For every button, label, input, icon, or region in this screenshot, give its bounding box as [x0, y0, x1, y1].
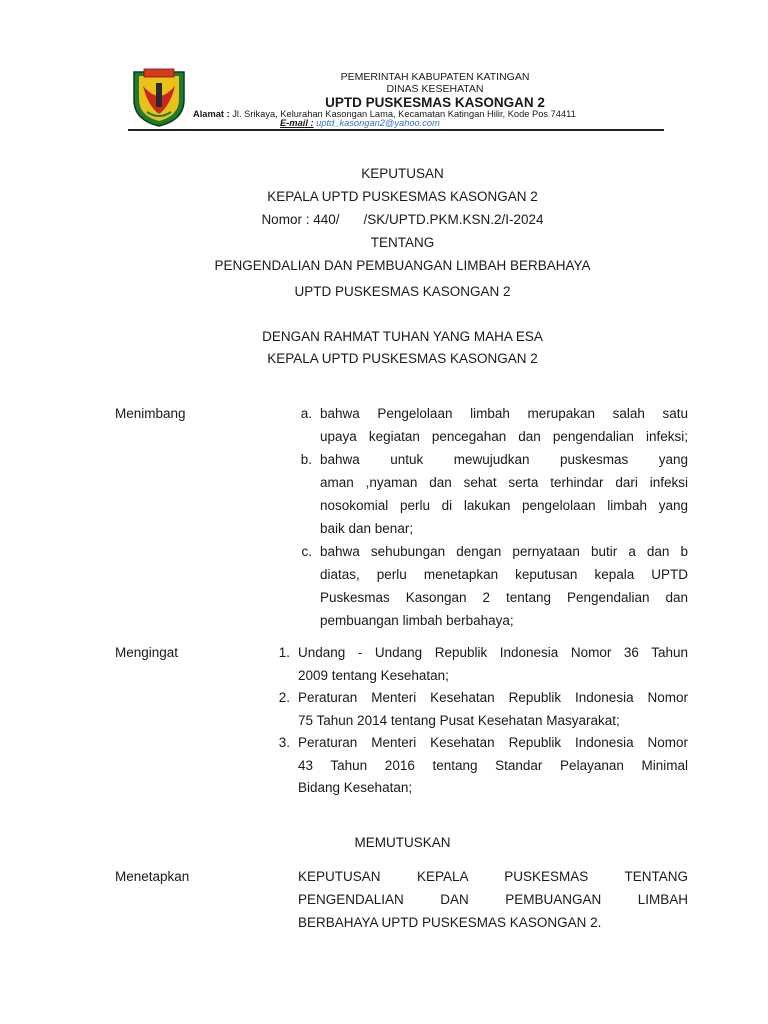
- list-item-line: Undang - Undang Republik Indonesia Nomor 36 Tahun: [298, 645, 688, 660]
- doc-subject-1: PENGENDALIAN DAN PEMBUANGAN LIMBAH BERBAHAYA: [214, 258, 591, 273]
- list-item-line: bahwa Pengelolaan limbah merupakan salah satu: [320, 406, 688, 421]
- blessing-1: DENGAN RAHMAT TUHAN YANG MAHA ESA: [262, 329, 543, 344]
- address-label: Alamat :: [193, 109, 230, 119]
- doc-number-suffix: /SK/UPTD.PKM.KSN.2/I-2024: [363, 212, 544, 227]
- katingan-crest-logo: [130, 66, 188, 128]
- list-marker: a.: [300, 406, 312, 421]
- list-item-line: Peraturan Menteri Kesehatan Republik Indonesia Nomor: [298, 735, 688, 750]
- institution-name: UPTD PUSKESMAS KASONGAN 2: [325, 95, 545, 110]
- list-item-line: 2009 tentang Kesehatan;: [298, 668, 449, 683]
- department-name: DINAS KESEHATAN: [386, 83, 484, 95]
- list-item-line: bahwa untuk mewujudkan puskesmas yang: [320, 452, 688, 467]
- crest-icon: [130, 66, 188, 128]
- list-marker: 3.: [278, 735, 290, 750]
- email-label: E-mail :: [280, 118, 314, 128]
- doc-number-prefix: Nomor : 440/: [261, 212, 340, 227]
- menetapkan-line: KEPUTUSAN KEPALA PUSKESMAS TENTANG: [298, 869, 688, 884]
- list-item-line: Peraturan Menteri Kesehatan Republik Indonesia Nomor: [298, 690, 688, 705]
- email-link[interactable]: uptd_kasongan2@yahoo.com: [313, 118, 440, 128]
- list-item-line: 43 Tahun 2016 tentang Standar Pelayanan Minimal: [298, 758, 688, 773]
- doc-number: [0, 213, 768, 227]
- list-item-line: upaya kegiatan pencegahan dan pengendalian infeksi;: [320, 429, 688, 444]
- letterhead-divider: [128, 129, 664, 131]
- list-item-line: nosokomial perlu di lakukan pengelolaan limbah yang: [320, 498, 688, 513]
- list-item-line: pembuangan limbah berbahaya;: [320, 613, 514, 628]
- list-item-line: Bidang Kesehatan;: [298, 780, 413, 795]
- list-marker: 1.: [278, 645, 290, 660]
- doc-issuer: KEPALA UPTD PUSKESMAS KASONGAN 2: [267, 189, 538, 204]
- list-item-line: Puskesmas Kasongan 2 tentang Pengendalian dan: [320, 590, 688, 605]
- email-line: [280, 118, 440, 128]
- address-text: Jl. Srikaya, Kelurahan Kasongan Lama, Kecamatan Katingan Hilir, Kode Pos 74411: [229, 109, 576, 119]
- list-marker: c.: [301, 544, 312, 559]
- doc-subject-2: UPTD PUSKESMAS KASONGAN 2: [294, 284, 511, 299]
- mengingat-label: Mengingat: [115, 645, 179, 660]
- list-item-line: diatas, perlu menetapkan keputusan kepala UPTD: [320, 567, 688, 582]
- doc-heading: KEPUTUSAN: [361, 166, 444, 181]
- list-marker: b.: [300, 452, 312, 467]
- list-item-line: aman ,nyaman dan sehat serta terhindar dari infeksi: [320, 475, 688, 490]
- list-item-line: baik dan benar;: [320, 521, 414, 536]
- menetapkan-line: PENGENDALIAN DAN PEMBUANGAN LIMBAH: [298, 892, 688, 907]
- government-name: PEMERINTAH KABUPATEN KATINGAN: [340, 71, 530, 83]
- menimbang-label: Menimbang: [115, 406, 186, 421]
- blessing-2: KEPALA UPTD PUSKESMAS KASONGAN 2: [267, 351, 538, 366]
- menetapkan-label: Menetapkan: [115, 869, 190, 884]
- doc-about: TENTANG: [370, 235, 435, 250]
- menetapkan-line: BERBAHAYA UPTD PUSKESMAS KASONGAN 2.: [298, 915, 602, 930]
- memutuskan-heading: MEMUTUSKAN: [354, 835, 451, 850]
- list-item-line: bahwa sehubungan dengan pernyataan butir a dan b: [320, 544, 688, 559]
- list-item-line: 75 Tahun 2014 tentang Pusat Kesehatan Masyarakat;: [298, 713, 620, 728]
- list-marker: 2.: [278, 690, 290, 705]
